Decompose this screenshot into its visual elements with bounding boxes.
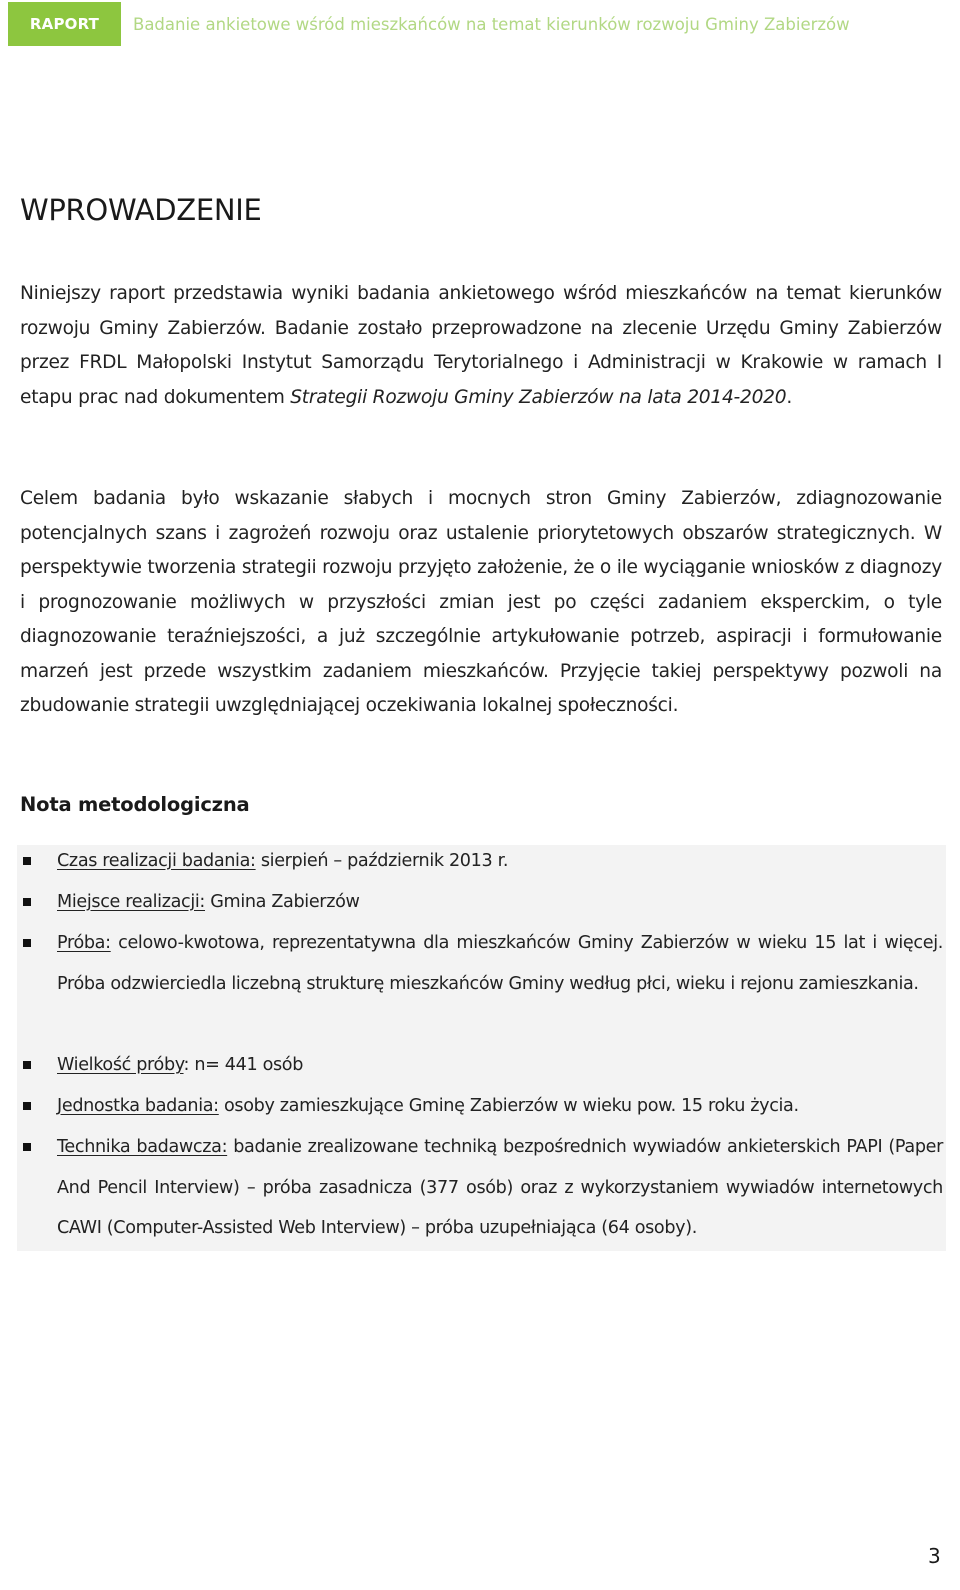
intro-paragraph-2: Celem badania było wskazanie słabych i mocnych stron Gminy Zabierzów, zdiagnozowanie potencjalnych szans i zagrożeń rozwoju oraz ustalenie priorytetowych obszarów strategicznych. W perspektywie tworzenia strategii rozwoju przyjęto założenie, że o ile wyciąganie wniosków z diagnozy i prognozowanie możliwych w przyszłości zmian jest po części zadaniem eksperckim, o tyle diagnozowanie teraźniejszości, a już szczególnie artykułowanie potrzeb, aspiracji i formułowanie marzeń jest przede wszystkim zadaniem mieszkańców. Przyjęcie takiej perspektywy pozwoli na zbudowanie strategii uwzględniającej oczekiwania lokalnej społeczności. [20, 488, 942, 716]
square-bullet-icon [23, 1061, 31, 1069]
intro-text: Niniejszy raport przedstawia wyniki badania ankietowego wśród mieszkańców na temat kierunków rozwoju Gminy Zabierzów. Badanie zostało przeprowadzone na zlecenie Urzędu Gminy Zabierzów przez FRDL Małopolski Instytut Samorządu Terytorialnego i Administracji w Krakowie w ramach I etapu prac nad dokumentem [20, 283, 942, 408]
item-value: Gmina Zabierzów [205, 892, 360, 912]
page-header [8, 2, 850, 46]
square-bullet-icon [23, 1143, 31, 1151]
intro-end: . [786, 386, 792, 408]
square-bullet-icon [23, 1102, 31, 1110]
item-label: Miejsce realizacji: [57, 892, 206, 912]
item-label: Jednostka badania: [57, 1096, 219, 1116]
report-badge: RAPORT [8, 2, 121, 46]
item-label: Technika badawcza: [57, 1137, 228, 1157]
item-label: Czas realizacji badania: [57, 851, 256, 871]
strategy-title: Strategii Rozwoju Gminy Zabierzów na lata 2014-2020 [290, 386, 787, 408]
item-value: : n= 441 osób [183, 1055, 304, 1075]
item-value: badanie zrealizowane techniką bezpośrednich wywiadów ankieterskich PAPI (Paper And Pencil Interview) – próba zasadnicza (377 osób) oraz z wykorzystaniem wywiadów internetowych CAWI (Computer-Assisted Web Interview) – próba uzupełniająca (64 osoby). [57, 1137, 943, 1238]
item-value: celowo-kwotowa, reprezentatywna dla mieszkańców Gminy Zabierzów w wieku 15 lat i więcej. Próba odzwierciedla liczebną strukturę mieszkańców Gminy według płci, wieku i rejonu zamieszkania. [57, 933, 943, 994]
square-bullet-icon [23, 898, 31, 906]
page-number: 3 [928, 1544, 941, 1568]
intro-paragraph-1 [20, 277, 942, 415]
square-bullet-icon [23, 939, 31, 947]
item-label: Wielkość próby [57, 1055, 184, 1075]
item-label: Próba: [57, 933, 111, 953]
item-value: osoby zamieszkujące Gminę Zabierzów w wieku pow. 15 roku życia. [218, 1096, 799, 1116]
header-title: Badanie ankietowe wśród mieszkańców na temat kierunków rozwoju Gminy Zabierzów [133, 14, 850, 34]
methodology-title: Nota metodologiczna [20, 793, 250, 816]
square-bullet-icon [23, 857, 31, 865]
methodology-box [17, 845, 946, 1251]
item-value: sierpień – październik 2013 r. [255, 851, 509, 871]
section-title: WPROWADZENIE [20, 193, 262, 227]
